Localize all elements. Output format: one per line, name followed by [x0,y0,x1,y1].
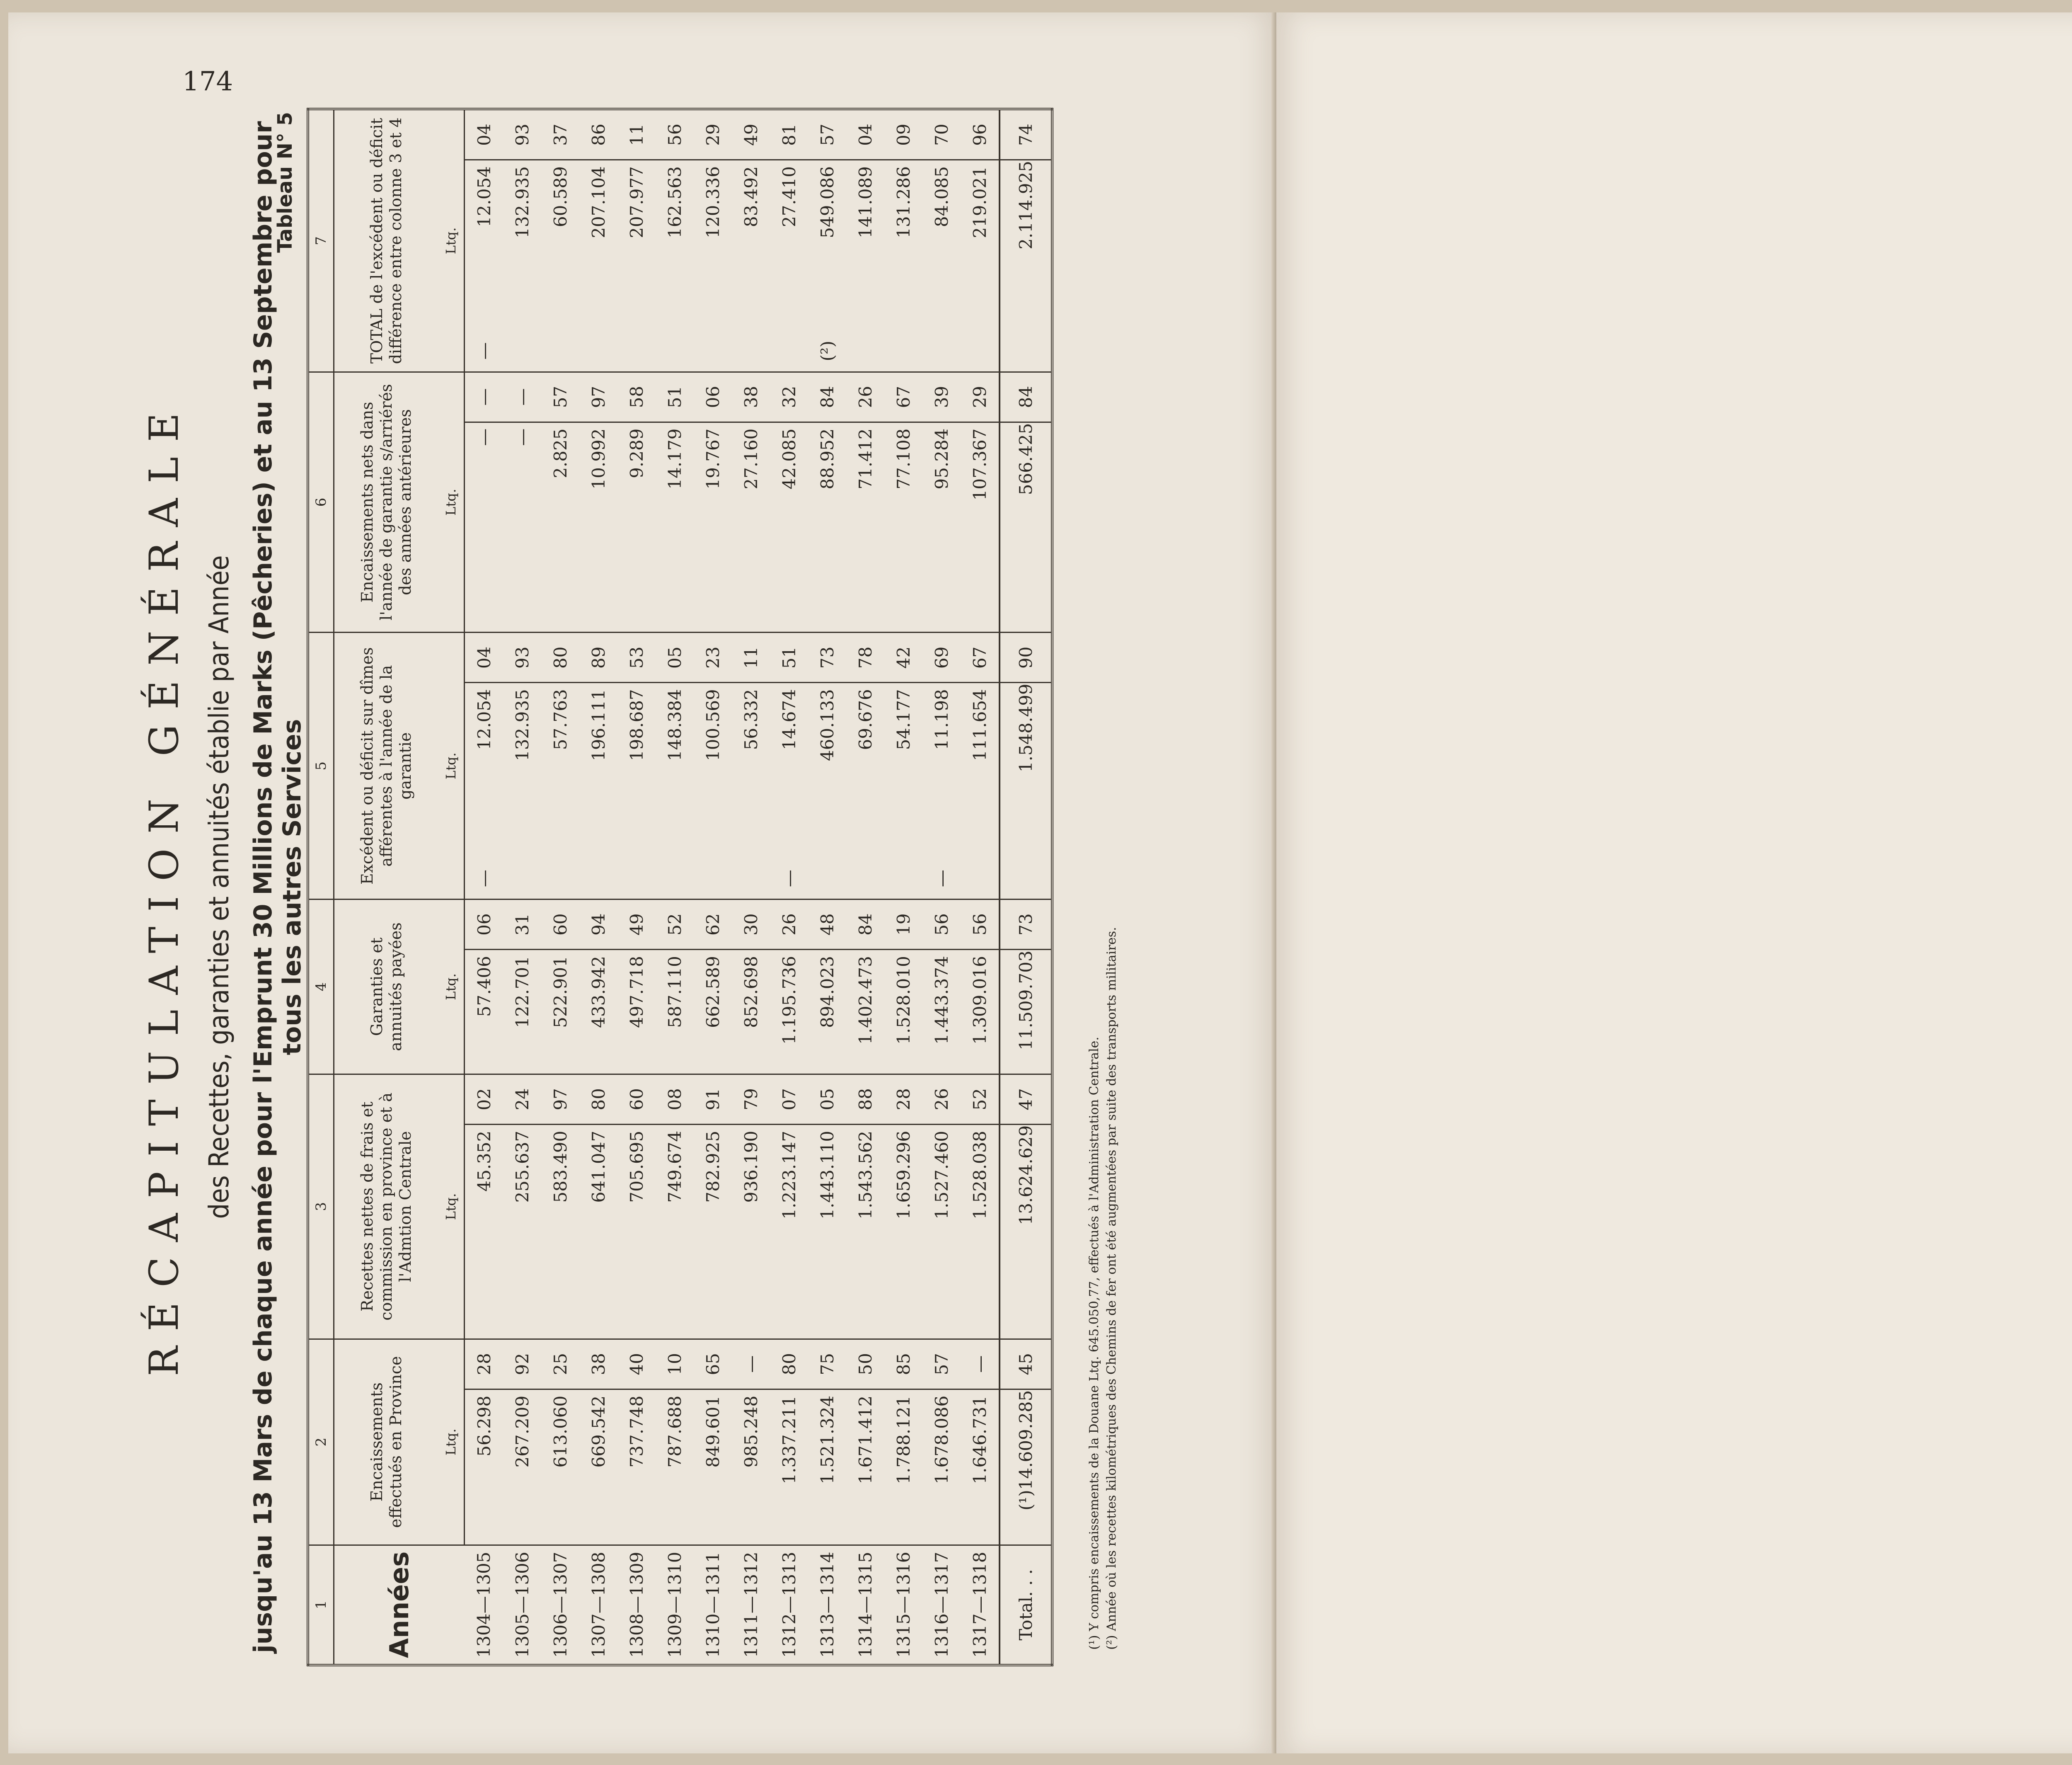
total-cell: 2.114.925 [1000,160,1052,331]
recettes-cents: 07 [770,1074,808,1124]
recettes-cell: 1.528.038 [961,1124,1000,1339]
excedent-sign [579,858,617,899]
encaissements-cents: 25 [541,1339,579,1389]
header-encaissements: Encaissements effectués en Province [334,1339,438,1545]
encaissements-cell: 56.298 [465,1389,503,1545]
total-sign [503,331,541,372]
garanties-cents: 31 [503,899,541,950]
encaissements-nets-cents: 58 [617,372,656,422]
total-cents: 04 [465,109,503,160]
garanties-cell: 57.406 [465,950,503,1074]
table-row [503,109,541,1665]
total-sign: — [465,331,503,372]
total-cell: 27.410 [770,160,808,331]
recettes-cents: 02 [465,1074,503,1124]
encaissements-cell: 787.688 [656,1389,694,1545]
table-number: Tableau N° 5 [274,112,297,253]
garanties-cents: 62 [694,899,732,950]
column-number-row [308,109,334,1665]
recettes-cents: 08 [656,1074,694,1124]
year-cell: 1307—1308 [579,1545,617,1665]
header-recettes-nettes: Recettes nettes de frais et commission en province et à l'Admtion Centrale [334,1074,438,1339]
total-cents: 81 [770,109,808,160]
year-cell: 1315—1316 [884,1545,922,1665]
encaissements-cell: 1.678.086 [922,1389,961,1545]
recettes-cell: 641.047 [579,1124,617,1339]
footnote-1: (¹) Y compris encaissements de la Douane Ltq. 645.050,77, effectués à l'Administration Centrale. [1087,1037,1101,1650]
colnum-5: 5 [308,633,334,899]
table-row [808,109,846,1665]
year-cell: 1305—1306 [503,1545,541,1665]
recettes-cents: 26 [922,1074,961,1124]
garanties-cents: 56 [922,899,961,950]
excedent-sign: — [922,858,961,899]
excedent-cell: 198.687 [617,683,656,858]
total-sign [541,331,579,372]
table-row [694,109,732,1665]
footnotes [1086,927,1121,1650]
excedent-cents: 78 [846,633,884,683]
garanties-cents: 49 [617,899,656,950]
encaissements-cell: 1.337.211 [770,1389,808,1545]
year-cell: 1310—1311 [694,1545,732,1665]
total-sign [961,331,1000,372]
table-body [465,109,1000,1665]
encaissements-cents: — [961,1339,1000,1389]
year-cell: 1313—1314 [808,1545,846,1665]
encaissements-nets-cell: 19.767 [694,422,732,633]
header-total: TOTAL de l'excédent ou déficit différence entre colonne 3 et 4 [334,109,438,372]
total-cell: 132.935 [503,160,541,331]
recettes-cents: 24 [503,1074,541,1124]
colnum-7: 7 [308,109,334,372]
encaissements-nets-cell: 9.289 [617,422,656,633]
recettes-cell: 1.443.110 [808,1124,846,1339]
garanties-cents: 56 [961,899,1000,950]
header-encaissements-nets: Encaissements nets dans l'année de garantie s/arriérés des années antérieures [334,372,438,633]
encaissements-cents: 10 [656,1339,694,1389]
total-cell: 549.086 [808,160,846,331]
total-sign [694,331,732,372]
recettes-cell: 705.695 [617,1124,656,1339]
encaissements-cents: 92 [503,1339,541,1389]
encaissements-nets-cents: 97 [579,372,617,422]
year-cell: 1317—1318 [961,1545,1000,1665]
colnum-2: 2 [308,1339,334,1545]
total-cents: 70 [922,109,961,160]
excedent-sign [694,858,732,899]
excedent-cell: 14.674 [770,683,808,858]
total-cents: 73 [1000,899,1052,950]
table-row [541,109,579,1665]
excedent-cell: 100.569 [694,683,732,858]
table-row [656,109,694,1665]
encaissements-nets-cell: 10.992 [579,422,617,633]
total-cents: 57 [808,109,846,160]
excedent-cents: 89 [579,633,617,683]
table-row [579,109,617,1665]
total-cell: 11.509.703 [1000,950,1052,1074]
total-cents: 11 [617,109,656,160]
total-cell: 566.425 [1000,422,1052,633]
total-cents: 04 [846,109,884,160]
total-cents: 37 [541,109,579,160]
excedent-cents: 51 [770,633,808,683]
encaissements-cell: 849.601 [694,1389,732,1545]
garanties-cents: 30 [732,899,770,950]
excedent-cents: 80 [541,633,579,683]
excedent-cents: 67 [961,633,1000,683]
garanties-cents: 84 [846,899,884,950]
excedent-cents: 69 [922,633,961,683]
encaissements-cell: 613.060 [541,1389,579,1545]
recettes-cents: 97 [541,1074,579,1124]
recettes-cents: 52 [961,1074,1000,1124]
garanties-cents: 48 [808,899,846,950]
unit-label: Ltq. [438,1339,465,1545]
recettes-cents: 88 [846,1074,884,1124]
encaissements-nets-cents: 51 [656,372,694,422]
total-label: Total. . . [1000,1545,1052,1665]
year-cell: 1312—1313 [770,1545,808,1665]
page-title: RÉCAPITULATION GÉNÉRALE [141,398,187,1376]
excedent-sign [961,858,1000,899]
encaissements-cents: 57 [922,1339,961,1389]
encaissements-nets-cents: 57 [541,372,579,422]
garanties-cents: 52 [656,899,694,950]
unit-label: Ltq. [438,899,465,1074]
colnum-1: 1 [308,1545,334,1665]
unit-label: Ltq. [438,1074,465,1339]
total-cell: 207.977 [617,160,656,331]
recettes-cell: 1.527.460 [922,1124,961,1339]
encaissements-nets-cell: 88.952 [808,422,846,633]
recettes-cents: 79 [732,1074,770,1124]
total-cell: 12.054 [465,160,503,331]
table-row [846,109,884,1665]
total-sign [884,331,922,372]
total-sign [770,331,808,372]
total-cell: 219.021 [961,160,1000,331]
excedent-cell: 132.935 [503,683,541,858]
excedent-cents: 42 [884,633,922,683]
garanties-cell: 1.195.736 [770,950,808,1074]
encaissements-nets-cents: — [503,372,541,422]
recettes-cell: 1.659.296 [884,1124,922,1339]
encaissements-cents: 40 [617,1339,656,1389]
encaissements-nets-cents: 38 [732,372,770,422]
excedent-sign: — [770,858,808,899]
recettes-cents: 91 [694,1074,732,1124]
year-cell: 1308—1309 [617,1545,656,1665]
encaissements-cents: 65 [694,1339,732,1389]
garanties-cell: 497.718 [617,950,656,1074]
encaissements-cents: 75 [808,1339,846,1389]
excedent-sign [503,858,541,899]
total-cents: 84 [1000,372,1052,422]
encaissements-nets-cell: — [503,422,541,633]
header-annees: Années [334,1545,465,1665]
excedent-cell: 196.111 [579,683,617,858]
total-cell: 84.085 [922,160,961,331]
recettes-cents: 80 [579,1074,617,1124]
colnum-4: 4 [308,899,334,1074]
excedent-cell: 69.676 [846,683,884,858]
encaissements-cents: 50 [846,1339,884,1389]
excedent-cents: 04 [465,633,503,683]
header-excedent: Excédent ou déficit sur dîmes afférentes à l'année de la garantie [334,633,438,899]
recap-table [307,108,1053,1666]
year-cell: 1316—1317 [922,1545,961,1665]
garanties-cell: 852.698 [732,950,770,1074]
excedent-cell: 11.198 [922,683,961,858]
excedent-sign [884,858,922,899]
excedent-cents: 11 [732,633,770,683]
excedent-sign: — [465,858,503,899]
encaissements-cents: 28 [465,1339,503,1389]
encaissements-nets-cell: — [465,422,503,633]
year-cell: 1314—1315 [846,1545,884,1665]
encaissements-nets-cell: 71.412 [846,422,884,633]
encaissements-cell: 985.248 [732,1389,770,1545]
garanties-cents: 94 [579,899,617,950]
table-row [961,109,1000,1665]
encaissements-nets-cell: 14.179 [656,422,694,633]
encaissements-cell: 267.209 [503,1389,541,1545]
garanties-cents: 19 [884,899,922,950]
total-cents: 90 [1000,633,1052,683]
encaissements-nets-cell: 107.367 [961,422,1000,633]
header-row [334,109,438,1665]
recettes-cell: 749.674 [656,1124,694,1339]
footnote-2: (²) Année où les recettes kilométriques des Chemins de fer ont été augmentées par suite des transports militaires. [1104,927,1119,1650]
total-cell: 60.589 [541,160,579,331]
total-cents: 09 [884,109,922,160]
table-row [884,109,922,1665]
total-sign [846,331,884,372]
unit-row [438,109,465,1665]
total-sign: (²) [808,331,846,372]
encaissements-nets-cell: 27.160 [732,422,770,633]
garanties-cell: 662.589 [694,950,732,1074]
page-subtitle-2: jusqu'au 13 Mars de chaque année pour l'Emprunt 30 Millions de Marks (Pêcheries) et au 13 Septembre pour tous les autres Services [249,121,307,1653]
encaissements-cell: 1.671.412 [846,1389,884,1545]
excedent-sign [808,858,846,899]
garanties-cell: 1.443.374 [922,950,961,1074]
total-sign [617,331,656,372]
encaissements-nets-cell: 2.825 [541,422,579,633]
encaissements-nets-cents: 84 [808,372,846,422]
total-sign [732,331,770,372]
total-prefix [1000,331,1052,372]
total-cents: 49 [732,109,770,160]
total-cents: 93 [503,109,541,160]
colnum-3: 3 [308,1074,334,1339]
encaissements-cell: 1.521.324 [808,1389,846,1545]
table-row [770,109,808,1665]
recettes-cell: 255.637 [503,1124,541,1339]
excedent-cell: 56.332 [732,683,770,858]
garanties-cell: 1.528.010 [884,950,922,1074]
excedent-cell: 460.133 [808,683,846,858]
encaissements-nets-cents: 26 [846,372,884,422]
total-cell: 131.286 [884,160,922,331]
excedent-cents: 53 [617,633,656,683]
table-row [465,109,503,1665]
encaissements-cell: 1.646.731 [961,1389,1000,1545]
table-row [732,109,770,1665]
total-cell: 1.548.499 [1000,683,1052,858]
unit-label: Ltq. [438,372,465,633]
recettes-cell: 583.490 [541,1124,579,1339]
total-prefix [1000,858,1052,899]
garanties-cell: 1.309.016 [961,950,1000,1074]
total-cents: 86 [579,109,617,160]
total-cell: 162.563 [656,160,694,331]
recettes-cents: 28 [884,1074,922,1124]
excedent-sign [541,858,579,899]
excedent-cell: 148.384 [656,683,694,858]
encaissements-nets-cents: 67 [884,372,922,422]
year-cell: 1306—1307 [541,1545,579,1665]
total-cents: 56 [656,109,694,160]
page-subtitle: des Recettes, garanties et annuités établie par Année [203,555,235,1219]
total-sign [656,331,694,372]
excedent-cents: 93 [503,633,541,683]
encaissements-cents: 80 [770,1339,808,1389]
garanties-cell: 587.110 [656,950,694,1074]
encaissements-cell: 1.788.121 [884,1389,922,1545]
table-row [922,109,961,1665]
total-cell: 207.104 [579,160,617,331]
colnum-6: 6 [308,372,334,633]
total-cents: 29 [694,109,732,160]
total-sign [579,331,617,372]
unit-label: Ltq. [438,109,465,372]
unit-label: Ltq. [438,633,465,899]
recettes-cell: 1.543.562 [846,1124,884,1339]
excedent-sign [617,858,656,899]
encaissements-nets-cell: 95.284 [922,422,961,633]
excedent-cell: 54.177 [884,683,922,858]
encaissements-cents: — [732,1339,770,1389]
total-cents: 96 [961,109,1000,160]
total-cents: 74 [1000,109,1052,160]
encaissements-nets-cell: 42.085 [770,422,808,633]
excedent-cell: 111.654 [961,683,1000,858]
excedent-cents: 05 [656,633,694,683]
encaissements-cents: 38 [579,1339,617,1389]
recettes-cell: 782.925 [694,1124,732,1339]
total-cell: 141.089 [846,160,884,331]
encaissements-nets-cents: 06 [694,372,732,422]
header-garanties: Garanties et annuités payées [334,899,438,1074]
excedent-cell: 57.763 [541,683,579,858]
table-row [617,109,656,1665]
recettes-cents: 60 [617,1074,656,1124]
garanties-cents: 06 [465,899,503,950]
encaissements-nets-cents: 32 [770,372,808,422]
excedent-cents: 73 [808,633,846,683]
total-cell: (¹)14.609.285 [1000,1389,1052,1545]
excedent-sign [846,858,884,899]
excedent-sign [732,858,770,899]
garanties-cents: 60 [541,899,579,950]
total-sign [922,331,961,372]
garanties-cell: 1.402.473 [846,950,884,1074]
total-cell: 83.492 [732,160,770,331]
year-cell: 1304—1305 [465,1545,503,1665]
rotated-content [124,108,1160,1666]
total-row [1000,109,1052,1665]
encaissements-cents: 85 [884,1339,922,1389]
recettes-cents: 05 [808,1074,846,1124]
excedent-cell: 12.054 [465,683,503,858]
encaissements-cell: 737.748 [617,1389,656,1545]
excedent-sign [656,858,694,899]
page-number: 174 [182,66,233,97]
total-cents: 45 [1000,1339,1052,1389]
encaissements-nets-cents: — [465,372,503,422]
garanties-cell: 894.023 [808,950,846,1074]
total-cell: 120.336 [694,160,732,331]
total-cents: 47 [1000,1074,1052,1124]
garanties-cell: 433.942 [579,950,617,1074]
garanties-cents: 26 [770,899,808,950]
garanties-cell: 522.901 [541,950,579,1074]
total-cell: 13.624.629 [1000,1124,1052,1339]
right-page-blank [1276,12,2072,1753]
encaissements-nets-cell: 77.108 [884,422,922,633]
recettes-cell: 936.190 [732,1124,770,1339]
encaissements-nets-cents: 29 [961,372,1000,422]
encaissements-cell: 669.542 [579,1389,617,1545]
excedent-cents: 23 [694,633,732,683]
encaissements-nets-cents: 39 [922,372,961,422]
garanties-cell: 122.701 [503,950,541,1074]
year-cell: 1309—1310 [656,1545,694,1665]
recettes-cell: 45.352 [465,1124,503,1339]
year-cell: 1311—1312 [732,1545,770,1665]
recettes-cell: 1.223.147 [770,1124,808,1339]
